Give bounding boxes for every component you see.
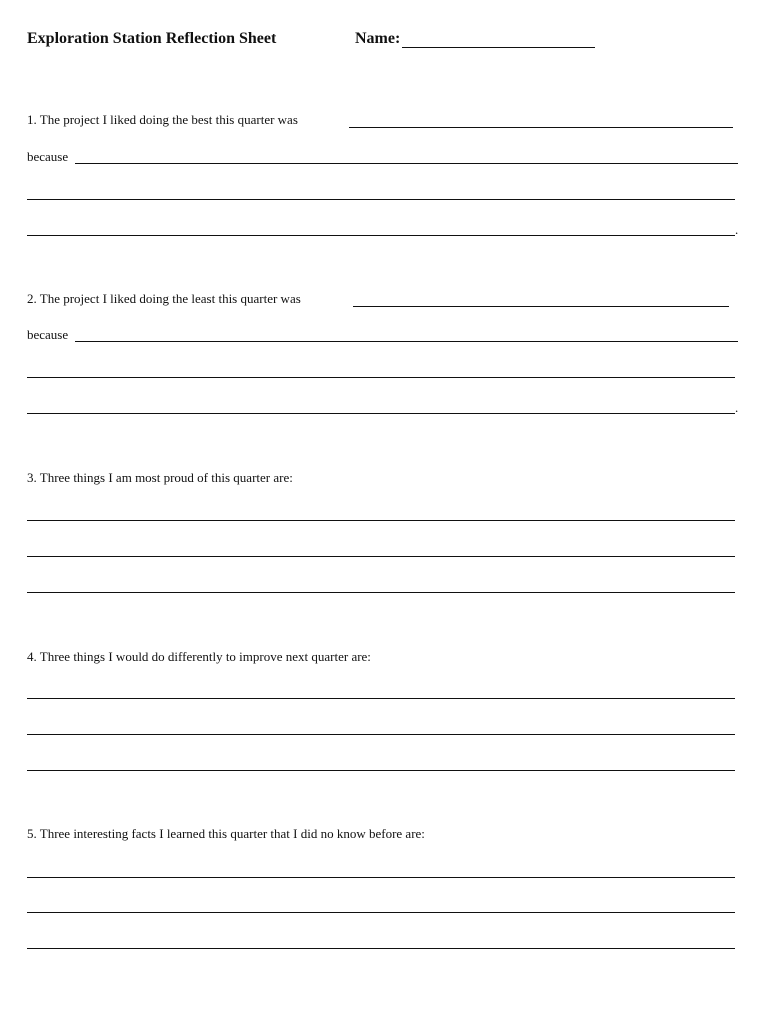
name-label: Name:: [355, 30, 401, 47]
page-title: Exploration Station Reflection Sheet: [27, 30, 277, 47]
question-2-prompt: 2. The project I liked doing the least this quarter was: [27, 291, 301, 306]
question-4-answer-line-1[interactable]: [27, 698, 735, 699]
question-1-answer-line-3[interactable]: [27, 235, 735, 236]
question-2-because-label: because: [27, 327, 69, 342]
question-4-prompt: 4. Three things I would do differently to improve next quarter are:: [27, 649, 371, 664]
question-2-answer-line[interactable]: [353, 306, 729, 307]
question-2-answer-line-3[interactable]: [27, 413, 735, 414]
question-4-answer-line-2[interactable]: [27, 734, 735, 735]
question-5-answer-line-1[interactable]: [27, 877, 735, 878]
question-1-because-line[interactable]: [75, 163, 738, 164]
question-3-answer-line-3[interactable]: [27, 592, 735, 593]
question-1-answer-line-2[interactable]: [27, 199, 735, 200]
question-4-answer-line-3[interactable]: [27, 770, 735, 771]
question-1-because-label: because: [27, 149, 69, 164]
question-1-period: .: [735, 222, 739, 237]
name-field[interactable]: [402, 47, 595, 48]
question-5-answer-line-2[interactable]: [27, 912, 735, 913]
question-3-prompt: 3. Three things I am most proud of this quarter are:: [27, 470, 293, 485]
question-2-answer-line-2[interactable]: [27, 377, 735, 378]
question-5-answer-line-3[interactable]: [27, 948, 735, 949]
question-1-prompt: 1. The project I liked doing the best this quarter was: [27, 112, 298, 127]
question-2-because-line[interactable]: [75, 341, 738, 342]
question-3-answer-line-1[interactable]: [27, 520, 735, 521]
question-2-period: .: [735, 400, 739, 415]
question-1-answer-line[interactable]: [349, 127, 733, 128]
question-3-answer-line-2[interactable]: [27, 556, 735, 557]
question-5-prompt: 5. Three interesting facts I learned this quarter that I did no know before are:: [27, 826, 425, 841]
